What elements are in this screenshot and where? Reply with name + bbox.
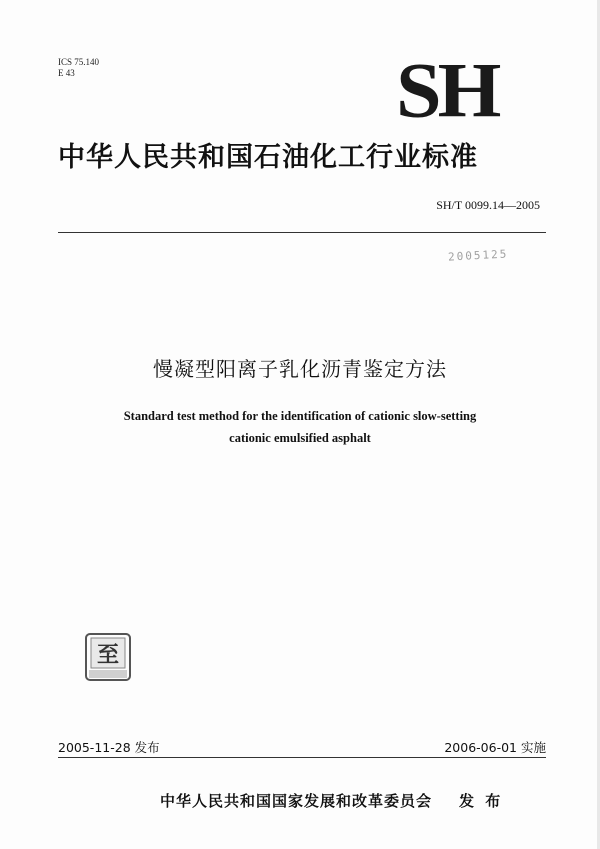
issuing-authority: 中华人民共和国国家发展和改革委员会 (160, 792, 433, 810)
sh-logo: SH (396, 47, 498, 134)
document-title-english (60, 405, 540, 449)
implementation-date-label: 实施 (520, 740, 546, 755)
issuing-action: 发 布 (459, 792, 504, 810)
english-title-line-2: cationic emulsified asphalt (229, 431, 371, 445)
issue-date-value: 2005-11-28 (58, 740, 131, 755)
implementation-date (420, 738, 546, 756)
ics-code: ICS 75.140 (58, 57, 100, 67)
classification-block (58, 57, 99, 79)
handwritten-note: 2005125 (447, 247, 509, 264)
svg-text:至: 至 (96, 643, 120, 668)
english-title-line-1: Standard test method for the identification of cationic slow-setting (123, 409, 477, 423)
footer-divider (58, 757, 546, 758)
implementation-date-value: 2006-06-01 (444, 740, 517, 755)
issue-date-label: 发布 (134, 740, 160, 755)
header-divider (58, 232, 546, 233)
document-title-chinese: 慢凝型阳离子乳化沥青鉴定方法 (153, 357, 447, 381)
category-code: E 43 (58, 68, 75, 78)
standard-code: SH/T 0099.14—2005 (436, 198, 540, 212)
certification-stamp-icon (84, 632, 132, 684)
issue-date (58, 738, 160, 756)
organization-title: 中华人民共和国石油化工行业标准 (58, 142, 478, 173)
